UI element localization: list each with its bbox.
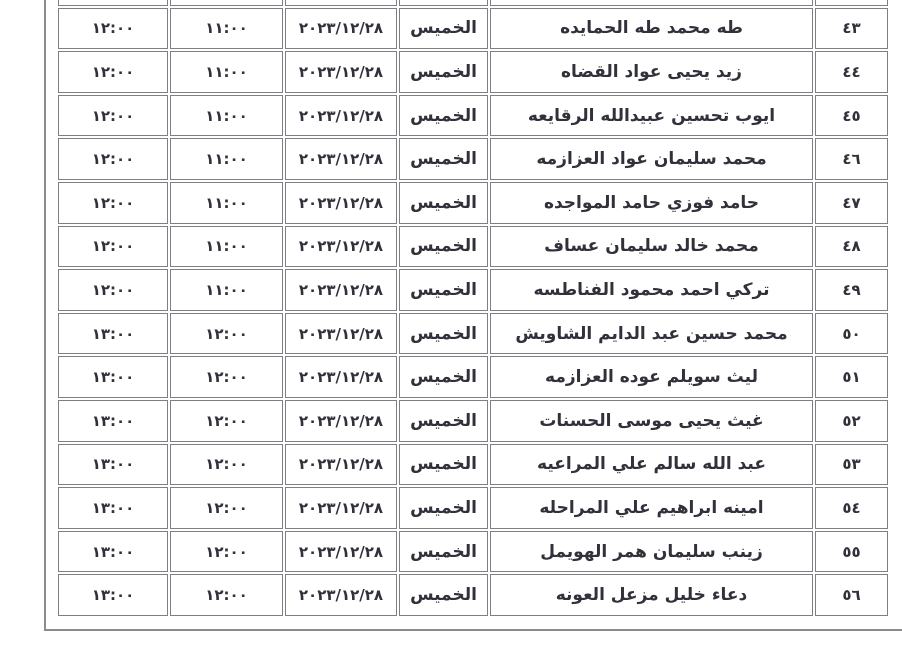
name-cell: زينب سليمان همر الهويمل — [490, 531, 813, 573]
date-cell: ٢٠٢٣/١٢/٢٨ — [285, 574, 397, 616]
table-row — [58, 531, 888, 573]
end-time-cell: ١٢:٠٠ — [58, 95, 168, 137]
end-time-cell: ١٣:٠٠ — [58, 487, 168, 529]
table-row — [58, 574, 888, 616]
table-row — [58, 51, 888, 93]
table-row — [58, 487, 888, 529]
day-cell: الخميس — [399, 356, 488, 398]
end-time-cell: ١٢:٠٠ — [58, 138, 168, 180]
row-number-cell: ٥٠ — [815, 313, 888, 355]
start-time-cell: ١٢:٠٠ — [170, 313, 283, 355]
day-cell: الخميس — [399, 8, 488, 50]
table-row — [58, 226, 888, 268]
table-row — [58, 138, 888, 180]
start-time-cell: ١١:٠٠ — [170, 138, 283, 180]
row-number-cell: ٤٤ — [815, 51, 888, 93]
row-number-cell: ٥٣ — [815, 444, 888, 486]
date-cell: ٢٠٢٣/١٢/٢٨ — [285, 444, 397, 486]
end-time-cell: ١٣:٠٠ — [58, 574, 168, 616]
name-cell: ليث سويلم عوده العزازمه — [490, 356, 813, 398]
schedule-table-body — [58, 0, 888, 616]
row-number-cell — [815, 0, 888, 6]
name-cell: دعاء خليل مزعل العونه — [490, 574, 813, 616]
end-time-cell: ١٢:٠٠ — [58, 51, 168, 93]
end-time-cell: ١٣:٠٠ — [58, 356, 168, 398]
name-cell: امينه ابراهيم علي المراحله — [490, 487, 813, 529]
day-cell: الخميس — [399, 51, 488, 93]
start-time-cell: ١٢:٠٠ — [170, 487, 283, 529]
start-time-cell: ١١:٠٠ — [170, 182, 283, 224]
name-cell: عبد الله سالم علي المراعيه — [490, 444, 813, 486]
row-number-cell: ٥٥ — [815, 531, 888, 573]
end-time-cell: ١٢:٠٠ — [58, 182, 168, 224]
table-row — [58, 313, 888, 355]
date-cell: ٢٠٢٣/١٢/٢٨ — [285, 138, 397, 180]
table-row — [58, 95, 888, 137]
date-cell: ٢٠٢٣/١٢/٢٨ — [285, 182, 397, 224]
end-time-cell: ١٣:٠٠ — [58, 444, 168, 486]
end-time-cell: ١٣:٠٠ — [58, 313, 168, 355]
name-cell: محمد خالد سليمان عساف — [490, 226, 813, 268]
name-cell — [490, 0, 813, 6]
row-number-cell: ٥١ — [815, 356, 888, 398]
end-time-cell: ١٣:٠٠ — [58, 531, 168, 573]
name-cell: تركي احمد محمود الفناطسه — [490, 269, 813, 311]
day-cell — [399, 0, 488, 6]
date-cell: ٢٠٢٣/١٢/٢٨ — [285, 356, 397, 398]
row-number-cell: ٤٣ — [815, 8, 888, 50]
date-cell: ٢٠٢٣/١٢/٢٨ — [285, 8, 397, 50]
day-cell: الخميس — [399, 95, 488, 137]
day-cell: الخميس — [399, 400, 488, 442]
row-number-cell: ٥٤ — [815, 487, 888, 529]
row-number-cell: ٤٨ — [815, 226, 888, 268]
schedule-table-container — [56, 0, 892, 618]
date-cell: ٢٠٢٣/١٢/٢٨ — [285, 269, 397, 311]
day-cell: الخميس — [399, 182, 488, 224]
start-time-cell: ١١:٠٠ — [170, 51, 283, 93]
table-row — [58, 356, 888, 398]
start-time-cell: ١١:٠٠ — [170, 226, 283, 268]
name-cell: محمد سليمان عواد العزازمه — [490, 138, 813, 180]
table-row — [58, 182, 888, 224]
row-number-cell: ٤٦ — [815, 138, 888, 180]
day-cell: الخميس — [399, 269, 488, 311]
table-row-partial — [58, 0, 888, 6]
day-cell: الخميس — [399, 226, 488, 268]
date-cell — [285, 0, 397, 6]
date-cell: ٢٠٢٣/١٢/٢٨ — [285, 313, 397, 355]
table-row — [58, 444, 888, 486]
date-cell: ٢٠٢٣/١٢/٢٨ — [285, 51, 397, 93]
start-time-cell: ١١:٠٠ — [170, 8, 283, 50]
name-cell: ايوب تحسين عبيدالله الرقايعه — [490, 95, 813, 137]
start-time-cell: ١٢:٠٠ — [170, 356, 283, 398]
name-cell: غيث يحيى موسى الحسنات — [490, 400, 813, 442]
end-time-cell: ١٢:٠٠ — [58, 8, 168, 50]
start-time-cell: ١٢:٠٠ — [170, 400, 283, 442]
day-cell: الخميس — [399, 138, 488, 180]
start-time-cell: ١٢:٠٠ — [170, 574, 283, 616]
start-time-cell: ١٢:٠٠ — [170, 444, 283, 486]
name-cell: محمد حسين عبد الدايم الشاويش — [490, 313, 813, 355]
table-row — [58, 400, 888, 442]
day-cell: الخميس — [399, 574, 488, 616]
date-cell: ٢٠٢٣/١٢/٢٨ — [285, 531, 397, 573]
row-number-cell: ٤٧ — [815, 182, 888, 224]
date-cell: ٢٠٢٣/١٢/٢٨ — [285, 226, 397, 268]
row-number-cell: ٥٦ — [815, 574, 888, 616]
start-time-cell: ١١:٠٠ — [170, 269, 283, 311]
schedule-table — [56, 0, 890, 618]
name-cell: طه محمد طه الحمايده — [490, 8, 813, 50]
start-time-cell: ١٢:٠٠ — [170, 531, 283, 573]
row-number-cell: ٤٥ — [815, 95, 888, 137]
row-number-cell: ٤٩ — [815, 269, 888, 311]
date-cell: ٢٠٢٣/١٢/٢٨ — [285, 95, 397, 137]
table-row — [58, 269, 888, 311]
date-cell: ٢٠٢٣/١٢/٢٨ — [285, 400, 397, 442]
day-cell: الخميس — [399, 313, 488, 355]
start-time-cell — [170, 0, 283, 6]
day-cell: الخميس — [399, 531, 488, 573]
date-cell: ٢٠٢٣/١٢/٢٨ — [285, 487, 397, 529]
day-cell: الخميس — [399, 487, 488, 529]
end-time-cell: ١٣:٠٠ — [58, 400, 168, 442]
table-row — [58, 8, 888, 50]
start-time-cell: ١١:٠٠ — [170, 95, 283, 137]
end-time-cell — [58, 0, 168, 6]
row-number-cell: ٥٢ — [815, 400, 888, 442]
name-cell: حامد فوزي حامد المواجده — [490, 182, 813, 224]
day-cell: الخميس — [399, 444, 488, 486]
name-cell: زيد يحيى عواد القضاه — [490, 51, 813, 93]
end-time-cell: ١٢:٠٠ — [58, 269, 168, 311]
end-time-cell: ١٢:٠٠ — [58, 226, 168, 268]
